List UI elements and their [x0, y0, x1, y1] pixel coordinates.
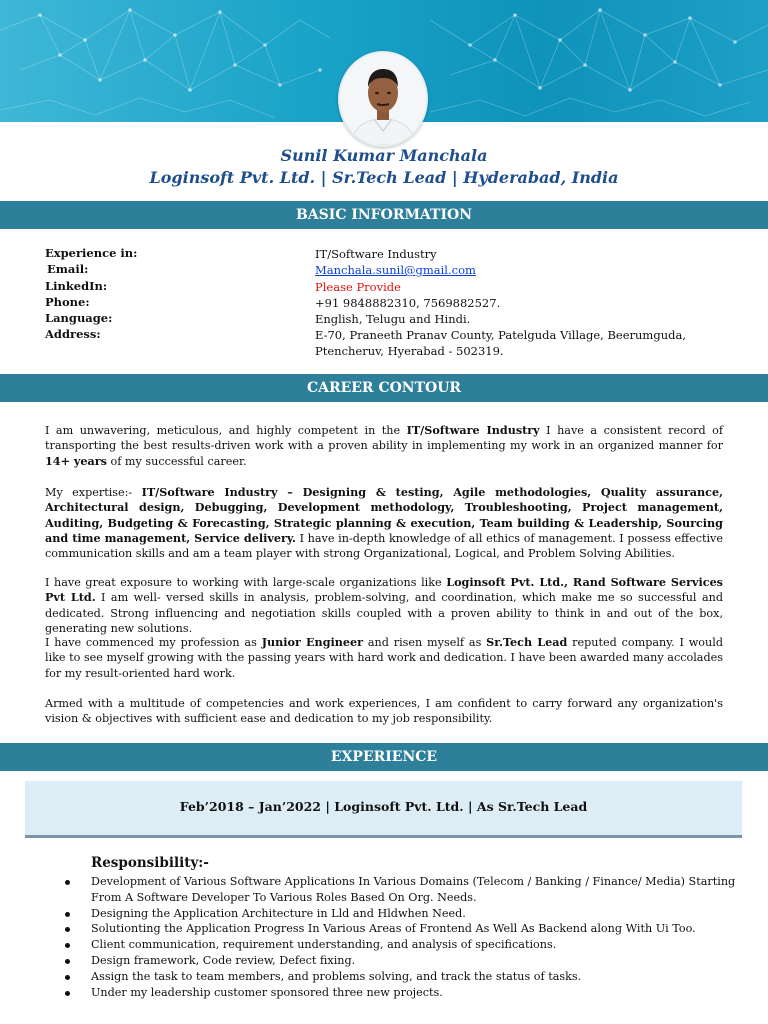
list-item: Under my leadership customer sponsored three new projects.: [65, 985, 745, 1001]
list-item: Solutionting the Application Progress In Various Areas of Frontend As Well As Backend along With Ui Too.: [65, 921, 745, 937]
section-basic-information: BASIC INFORMATION: [0, 201, 768, 229]
candidate-subtitle: Loginsoft Pvt. Ltd. | Sr.Tech Lead | Hyderabad, India: [149, 168, 619, 187]
info-label: Address:: [45, 327, 101, 341]
info-value: E-70, Praneeth Pranav County, Patelguda Village, Beerumguda, Ptencheruv, Hyerabad - 502319.: [315, 328, 686, 358]
info-row-address: [45, 327, 735, 358]
experience-entry-header: [25, 781, 742, 838]
info-row-experience: [45, 246, 735, 262]
info-value: English, Telugu and Hindi.: [315, 312, 471, 326]
avatar: [340, 53, 426, 145]
info-label: LinkedIn:: [45, 279, 108, 293]
career-paragraph-2: My expertise:- IT/Software Industry – Designing & testing, Agile methodologies, Quality assurance, Architectural design, Debugging, Development methodology, Troubleshooting, Project management, Auditing, Budgeting & Forecasting, Strategic planning & execution, Team building & Leadership, Sourcing and time management, Service delivery. I have in-depth knowledge of all ethics of management. I possess effective communication skills and am a team player with strong Organizational, Logical, and Problem Solving Abilities.: [45, 485, 723, 561]
profile-photo: [338, 51, 428, 147]
info-row-phone: [45, 295, 735, 311]
bullet-icon: [65, 880, 70, 885]
bullet-icon: [65, 975, 70, 980]
responsibility-heading: Responsibility:-: [91, 855, 209, 871]
info-row-linkedin: [45, 279, 735, 295]
info-value: Please Provide: [315, 280, 401, 294]
experience-entry-title: Feb’2018 – Jan’2022 | Loginsoft Pvt. Ltd. | As Sr.Tech Lead: [179, 799, 588, 814]
bullet-icon: [65, 912, 70, 917]
info-label: Phone:: [45, 295, 90, 309]
info-label: Email:: [47, 262, 89, 276]
info-value: +91 9848882310, 7569882527.: [315, 296, 501, 310]
info-label: Language:: [45, 311, 113, 325]
info-row-language: [45, 311, 735, 327]
list-item: Design framework, Code review, Defect fixing.: [65, 953, 745, 969]
email-link[interactable]: Manchala.sunil@gmail.com: [315, 263, 476, 277]
bullet-icon: [65, 991, 70, 996]
career-paragraph-1: I am unwavering, meticulous, and highly competent in the IT/Software Industry I have a consistent record of transporting the best results-driven work with a proven ability in implementing my work in an organized manner for 14+ years of my successful career.: [45, 423, 724, 468]
list-item: Development of Various Software Applications In Various Domains (Telecom / Banking / Finance/ Media) Starting From A Software Developer To Various Roles Based On Org. Needs.: [65, 874, 745, 906]
career-paragraph-4: I have commenced my profession as Junior Engineer and risen myself as Sr.Tech Lead reputed company. I would like to see myself growing with the passing years with hard work and dedication. I have been awarded many accolades for my result-oriented hard work.: [45, 635, 723, 680]
list-item: Designing the Application Architecture in Lld and Hldwhen Need.: [65, 906, 745, 922]
responsibility-list: [65, 874, 745, 1000]
career-paragraph-5: Armed with a multitude of competencies and work experiences, I am confident to carry forward any organization's vision & objectives with sufficient ease and dedication to my job responsibility.: [45, 697, 723, 726]
career-paragraph-3: I have great exposure to working with large-scale organizations like Loginsoft Pvt. Ltd., Rand Software Services Pvt Ltd. I am well- versed skills in analysis, problem-solving, and coordination, which make me so successful and dedicated. Strong influencing and negotiation skills coupled with a proven ability to think in and out of the box, generating new solutions.: [45, 575, 723, 635]
bullet-icon: [65, 927, 70, 932]
list-item: Assign the task to team members, and problems solving, and track the status of tasks.: [65, 969, 745, 985]
section-experience: EXPERIENCE: [0, 743, 768, 771]
info-value: IT/Software Industry: [315, 247, 437, 261]
info-row-email: [45, 262, 735, 278]
list-item: Client communication, requirement understanding, and analysis of specifications.: [65, 937, 745, 953]
bullet-icon: [65, 943, 70, 948]
bullet-icon: [65, 959, 70, 964]
info-label: Experience in:: [45, 246, 138, 260]
candidate-name: Sunil Kumar Manchala: [280, 146, 488, 165]
section-career-contour: CAREER CONTOUR: [0, 374, 768, 402]
